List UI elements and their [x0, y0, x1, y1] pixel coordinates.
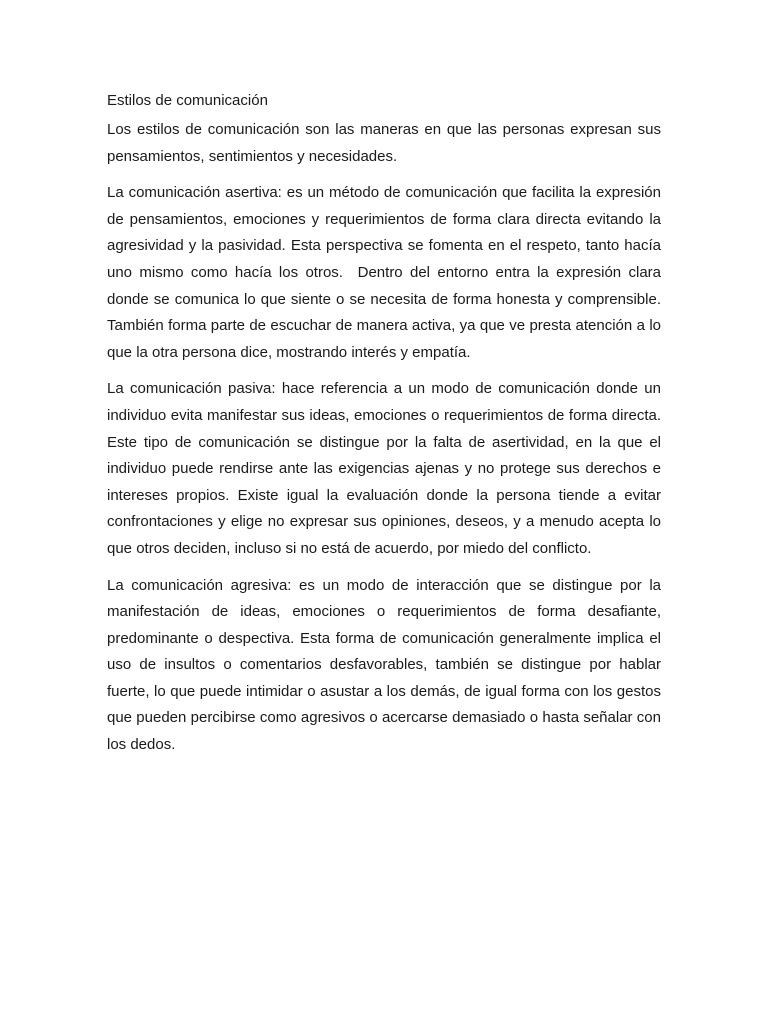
paragraph-passive: La comunicación pasiva: hace referencia a un modo de comunicación donde un individuo evita manifestar sus ideas, emociones o requerimientos de forma directa. Este tipo de comunicación se distingue por la falta de asertividad, en la que el individuo puede rendirse ante las exigencias ajenas y no protege sus derechos e intereses propios. Existe igual la evaluación donde la persona tiende a evitar confrontaciones y elige no expresar sus opiniones, deseos, y a menudo acepta lo que otros deciden, incluso si no está de acuerdo, por miedo del conflicto. [107, 380, 666, 557]
paragraph-assertive: La comunicación asertiva: es un método de comunicación que facilita la expresión de pensamientos, emociones y requerimientos de forma clara directa evitando la agresividad y la pasividad. Esta perspectiva se fomenta en el respeto, tanto hacía uno mismo como hacía los otros. Dentro del entorno entra la expresión clara donde se comunica lo que siente o se necesita de forma honesta y comprensible. También forma parte de escuchar de manera activa, ya que ve presta atención a lo que la otra persona dice, mostrando interés y empatía. [107, 184, 666, 361]
document-title: Estilos de comunicación [107, 92, 268, 109]
document-page [107, 90, 666, 769]
paragraph-intro: Los estilos de comunicación son las maneras en que las personas expresan sus pensamientos, sentimientos y necesidades. [107, 121, 666, 165]
paragraph-aggressive: La comunicación agresiva: es un modo de interacción que se distingue por la manifestación de ideas, emociones o requerimientos de forma desafiante, predominante o despectiva. Esta forma de comunicación generalmente implica el uso de insultos o comentarios desfavorables, también se distingue por hablar fuerte, lo que puede intimidar o asustar a los demás, de igual forma con los gestos que pueden percibirse como agresivos o acercarse demasiado o hasta señalar con los dedos. [107, 576, 666, 754]
